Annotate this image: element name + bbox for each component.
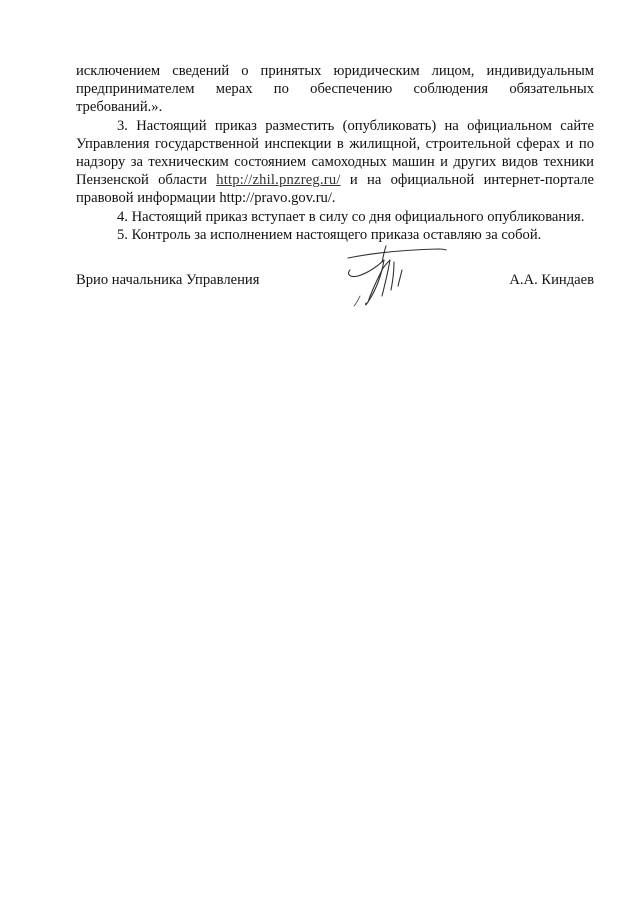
signature-block xyxy=(76,268,594,318)
website-link[interactable]: http://zhil.pnzreg.ru/ xyxy=(216,172,341,189)
document-body xyxy=(76,62,594,244)
paragraph-item-5: 5. Контроль за исполнением настоящего приказа оставляю за собой. xyxy=(117,226,542,243)
paragraph-item-3-text-before: 3. Настоящий приказ разместить (опубликовать) на официальном сайте Управления государственной инспекции в жилищной, строительной сферах и по надзору за техническим состоянием самоходных машин и других видов техники Пензенской области xyxy=(76,117,594,189)
signatory-position: Врио начальника Управления xyxy=(76,272,260,288)
paragraph-continuation: исключением сведений о принятых юридическим лицом, индивидуальным предпринимателем мерах по обеспечению соблюдения обязательных требований.». xyxy=(76,63,594,116)
paragraph-item-3-text-after: и на официальной интернет-портале правовой информации http://pravo.gov.ru/. xyxy=(76,172,594,207)
signatory-name: А.А. Киндаев xyxy=(509,272,594,288)
handwritten-signature-icon xyxy=(338,240,458,320)
paragraph-item-3 xyxy=(76,117,594,208)
paragraph-item-4: 4. Настоящий приказ вступает в силу со дня официального опубликования. xyxy=(117,208,585,225)
